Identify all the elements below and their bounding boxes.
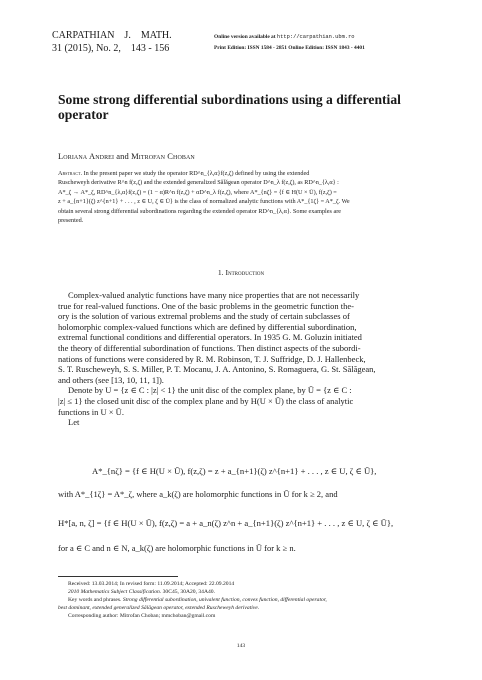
body-line: Let xyxy=(68,417,80,428)
journal-url[interactable]: http://carpathian.ubm.ro xyxy=(276,34,355,40)
body-line: ory is the solution of various extremal problems and the study of certain subclasses of xyxy=(58,311,350,322)
body-line: Complex-valued analytic functions have many nice properties that are not necessarily xyxy=(68,290,360,300)
body-line: holomorphic complex-valued functions which are defined by differential subordination, xyxy=(58,321,357,332)
body-line: and others (see [13, 10, 11, 1]). xyxy=(58,374,164,385)
journal-name: CARPATHIAN J. MATH. xyxy=(52,30,172,41)
body-line: the theory of differential subordination of functions. Then distinct aspects of the subordi- xyxy=(58,342,361,353)
body-line: for a ∈ C and n ∈ N, a_k(ζ) are holomorphic functions in Ū for k ≥ n. xyxy=(58,543,296,553)
body-line: Denote by U = {z ∈ C : |z| < 1} the unit disc of the complex plane, by Ū = {z ∈ C : xyxy=(68,385,352,396)
author-name: Loriana Andrei xyxy=(58,151,115,161)
body-line: nations of functions were considered by R. M. Robinson, T. J. Suffridge, D. J. Hallenbeck, xyxy=(58,353,366,364)
body-line: true for real-valued functions. One of the basic problems in the geometric function the- xyxy=(58,300,354,311)
corresponding-author: Corresponding author: Mitrofan Choban; mmchoban@gmail.com xyxy=(68,613,216,619)
abstract-line: presented. xyxy=(58,217,84,225)
equation-class-h: H*[a, n, ζ] = {f ∈ H(U × Ū), f(z,ζ) = a + a_n(ζ) z^n + a_{n+1}(ζ) z^{n+1} + . . . , z ∈ U, ζ ∈ Ū}, xyxy=(58,518,394,528)
edition-info xyxy=(214,32,365,54)
body-line: |z| ≤ 1} the closed unit disc of the complex plane and by H(U × Ū) the class of analytic xyxy=(58,395,354,406)
abstract-line: Ruscheweyh derivative R^n f(z,ζ) and the extended generalized Sălăgean operator D^n_λ f(z,ζ), as RD^n_{λ,α} : xyxy=(58,179,339,187)
keywords: Key words and phrases. Strong differential subordination, univalent function, convex function, differential operator, xyxy=(68,597,327,603)
abstract-line: z + a_{n+1}(ζ) z^{n+1} + . . . , z ∈ U, ζ ∈ Ū} is the class of normalized analytic functions with A*_{1ζ} = A*_ζ. We xyxy=(58,198,350,206)
equation-class-a: A*_{nζ} = {f ∈ H(U × Ū), f(z,ζ) = z + a_{n+1}(ζ) z^{n+1} + . . . , z ∈ U, ζ ∈ Ū}, xyxy=(92,466,377,476)
journal-citation xyxy=(52,29,172,55)
section-heading: 1. Introduction xyxy=(217,268,265,277)
intro-paragraph xyxy=(58,290,427,428)
body-line: with A*_{1ζ} = A*_ζ, where a_k(ζ) are holomorphic functions in Ū for k ≥ 2, and xyxy=(58,489,338,499)
footnote-rule xyxy=(58,576,178,577)
online-version: Online version available at http://carpathian.ubm.ro xyxy=(214,34,355,40)
keywords-continued: best dominant, extended generalized Sălăgean operator, extended Ruscheweyh derivative. xyxy=(58,605,260,611)
journal-volume: 31 (2015), No. 2, 143 - 156 xyxy=(52,43,170,54)
body-line: S. T. Ruscheweyh, S. S. Miller, P. T. Mocanu, J. A. Antonino, S. Romaguera, G. St. Sălăgean, xyxy=(58,364,376,375)
body-line: extremal functional conditions and differential operators. In 1935 G. M. Goluzin initiated xyxy=(58,332,362,343)
msc-classification: 2010 Mathematics Subject Classification. 30C45, 30A20, 34A40. xyxy=(68,589,215,595)
received-dates: Received: 13.03.2014; In revised form: 11.09.2014; Accepted: 22.09.2014 xyxy=(68,581,235,587)
abstract-label: Abstract. xyxy=(58,170,83,177)
footnotes xyxy=(58,580,427,620)
abstract-line: A*_ζ → A*_ζ, RD^n_{λ,α}f(z,ζ) = (1 − α)R^n f(z,ζ) + αD^n_λ f(z,ζ), where A*_{nζ} = {f ∈ H(U × Ū), f(z,ζ) = xyxy=(58,188,337,196)
equation-note xyxy=(58,489,427,500)
abstract xyxy=(58,169,427,225)
abstract-line: obtain several strong differential subordinations regarding the extended operator RD^n_{λ,α}. Some examples are xyxy=(58,207,342,215)
body-line: functions in U × Ū. xyxy=(58,406,124,417)
equation-note xyxy=(58,543,427,554)
author-conjunction: and xyxy=(116,151,129,161)
print-edition: Print Edition: ISSN 1584 - 2851 Online Edition: ISSN 1843 - 4401 xyxy=(214,45,365,51)
abstract-line: Abstract. In the present paper we study the operator RD^n_{λ,α}f(z,ζ) defined by using the extended xyxy=(58,170,310,177)
paper-title: Some strong differential subordinations using a differential operator xyxy=(58,92,401,122)
author-name: Mitrofan Choban xyxy=(131,151,195,161)
paper-authors xyxy=(58,151,195,161)
page-number: 143 xyxy=(236,643,246,649)
